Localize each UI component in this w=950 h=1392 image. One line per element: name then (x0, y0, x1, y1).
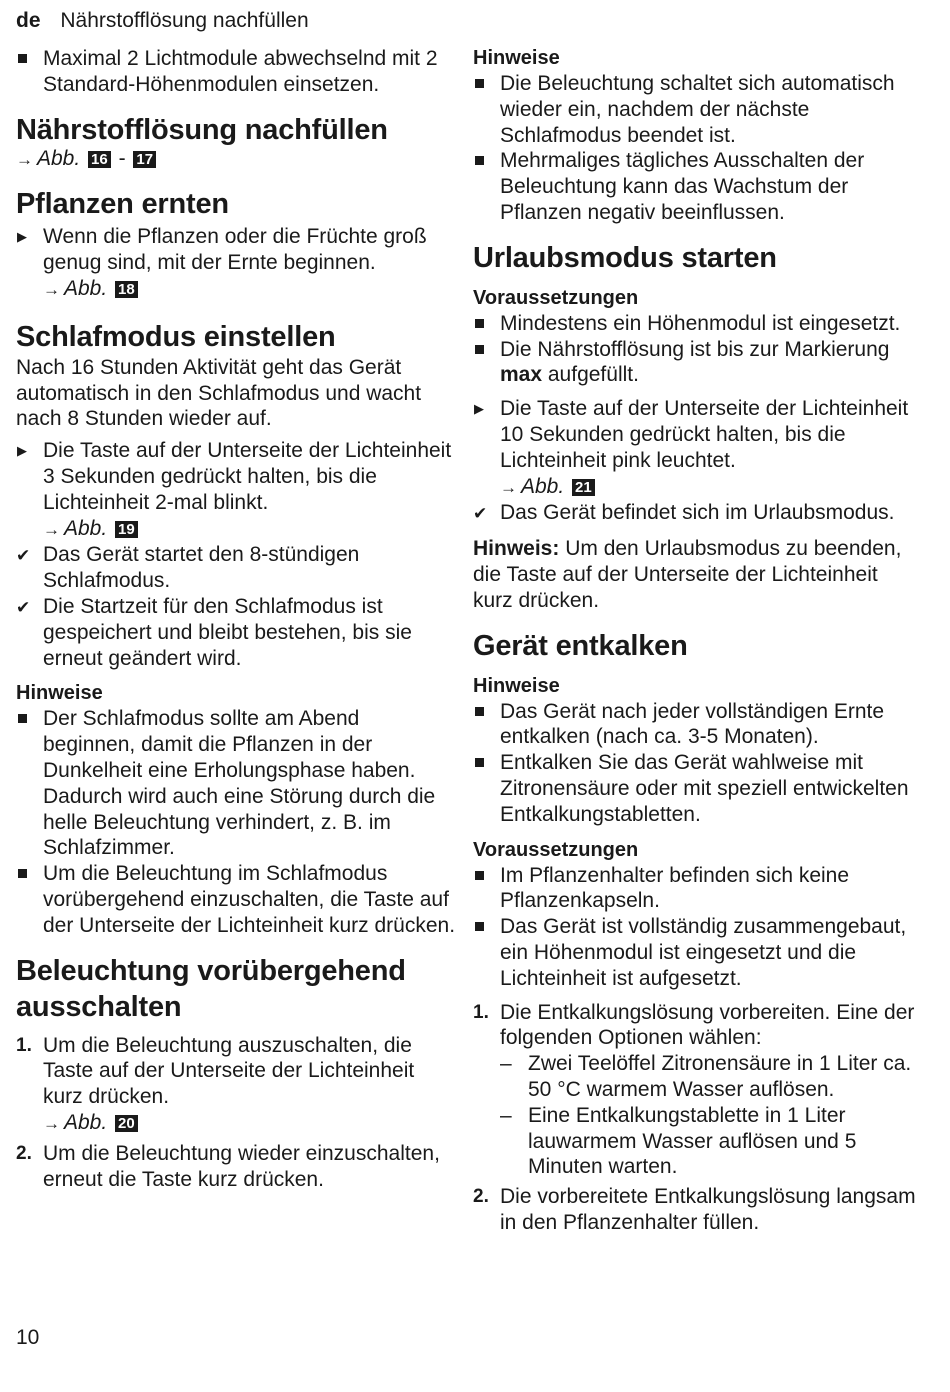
list-item: Im Pflanzenhalter befinden sich keine Pflanzenkapseln. (473, 863, 918, 915)
list-item: Mehrmaliges tägliches Ausschalten der Beleuchtung kann das Wachstum der Pflanzen negativ beeinflussen. (473, 148, 918, 225)
section-heading: Pflanzen ernten (16, 188, 229, 221)
checkmark-icon: ✔ (473, 504, 488, 524)
bullet-square-icon (473, 337, 497, 363)
step-number: 2. (473, 1186, 489, 1208)
page-number: 10 (16, 1326, 40, 1349)
figure-number-badge: 20 (115, 1115, 138, 1132)
section-heading: Schlafmodus einstellen (16, 320, 336, 353)
figure-reference: → Abb. 19 (43, 516, 456, 543)
section-heading: Nährstofflösung nachfüllen (16, 113, 388, 146)
list-item: Mindestens ein Höhenmodul ist eingesetzt. (473, 311, 918, 337)
header-title: Nährstofflösung nachfüllen (60, 9, 309, 32)
numbered-step: 2. Die vorbereitete Entkalkungslösung langsam in den Pflanzenhalter füllen. (473, 1185, 916, 1234)
result-item: ✔ Die Startzeit für den Schlafmodus ist gespeichert und bleibt bestehen, bis sie erneut geändert wird. (16, 594, 412, 670)
step-item: ▶ Die Taste auf der Unterseite der Lichteinheit 10 Sekunden gedrückt halten, bis die Lichteinheit pink leuchtet. → Abb. 21 (473, 396, 918, 500)
page-header (16, 8, 309, 34)
step-number: 1. (16, 1034, 32, 1056)
bullet-square-icon (473, 863, 497, 889)
bullet-square-icon (16, 46, 40, 72)
list-item: Die Beleuchtung schaltet sich automatisch wieder ein, nachdem der nächste Schlafmodus beendet ist. (473, 71, 918, 148)
option-item: – Zwei Teelöffel Zitronensäure in 1 Liter ca. 50 °C warmem Wasser auflösen. (500, 1052, 912, 1101)
section-heading: Urlaubsmodus starten (473, 241, 777, 274)
bullet-square-icon (473, 914, 497, 940)
list-item: Das Gerät nach jeder vollständigen Ernte entkalken (nach ca. 3-5 Monaten). (473, 699, 918, 751)
figure-reference: → Abb. 18 (43, 276, 456, 303)
arrow-right-icon: → (43, 519, 60, 539)
figure-reference: → Abb. 21 (500, 474, 918, 501)
dash-bullet-icon: – (500, 1103, 512, 1127)
paragraph: Nach 16 Stunden Aktivität geht das Gerät automatisch in den Schlafmodus und wacht nach 8 Stunden wieder auf. (16, 355, 422, 431)
figure-number-badge: 18 (115, 281, 138, 298)
bullet-square-icon (473, 311, 497, 337)
hint-label: Hinweis: (473, 537, 560, 561)
checkmark-icon: ✔ (16, 597, 31, 617)
arrow-right-icon: → (43, 1113, 60, 1133)
figure-number-badge: 19 (115, 521, 138, 538)
notes-heading: Hinweise (473, 674, 560, 697)
dash-bullet-icon: – (500, 1052, 512, 1076)
arrow-right-icon: → (43, 279, 60, 299)
step-number: 2. (16, 1142, 32, 1164)
figure-reference: → Abb. 16 - 17 (16, 146, 456, 173)
step-item: ▶ Wenn die Pflanzen oder die Früchte groß genug sind, mit der Ernte beginnen. → Abb. 18 (16, 224, 456, 302)
option-item: – Eine Entkalkungstablette in 1 Liter lauwarmem Wasser auflösen und 5 Minuten warten. (500, 1103, 857, 1179)
checkmark-icon: ✔ (16, 546, 31, 566)
section-heading: Beleuchtung vorübergehend ausschalten (16, 954, 406, 1023)
list-item: Entkalken Sie das Gerät wahlweise mit Zitronensäure oder mit speziell entwickelten Entkalkungstabletten. (473, 750, 918, 827)
list-item: Die Nährstofflösung ist bis zur Markierung max aufgefüllt. (473, 337, 918, 389)
bullet-square-icon (473, 148, 497, 174)
language-code: de (16, 9, 41, 32)
numbered-step: 1. Um die Beleuchtung auszuschalten, die Taste auf der Unterseite der Lichteinheit kurz drücken. → Abb. 20 (16, 1033, 456, 1137)
triangle-bullet-icon: ▶ (17, 229, 27, 245)
section-heading: Gerät entkalken (473, 629, 688, 662)
numbered-step: 2. Um die Beleuchtung wieder einzuschalten, erneut die Taste kurz drücken. (16, 1141, 440, 1191)
result-item: ✔ Das Gerät startet den 8-stündigen Schlafmodus. (16, 543, 360, 593)
result-item: ✔ Das Gerät befindet sich im Urlaubsmodus. (473, 500, 918, 526)
arrow-right-icon: → (16, 149, 33, 169)
numbered-step: 1. Die Entkalkungslösung vorbereiten. Eine der folgenden Optionen wählen: (473, 1000, 915, 1050)
figure-reference: → Abb. 20 (43, 1110, 456, 1137)
arrow-right-icon: → (500, 477, 517, 497)
figure-number-badge: 16 (88, 151, 111, 168)
list-item: Um die Beleuchtung im Schlafmodus vorübergehend einzuschalten, die Taste auf der Unterseite der Lichteinheit kurz drücken. (16, 861, 456, 938)
step-item: ▶ Die Taste auf der Unterseite der Lichteinheit 3 Sekunden gedrückt halten, bis die Lichteinheit 2-mal blinkt. → Abb. 19 (16, 438, 456, 542)
list-item: Das Gerät ist vollständig zusammengebaut, ein Höhenmodul ist eingesetzt und die Lichteinheit ist aufgesetzt. (473, 914, 918, 991)
figure-number-badge: 17 (133, 151, 156, 168)
max-marking-label: max (500, 363, 543, 387)
list-item: Maximal 2 Lichtmodule abwechselnd mit 2 Standard-Höhenmodulen einsetzen. (16, 46, 456, 98)
bullet-square-icon (473, 699, 497, 725)
notes-heading: Hinweise (473, 47, 560, 69)
bullet-square-icon (473, 71, 497, 97)
requirements-heading: Voraussetzungen (473, 286, 639, 309)
hint-paragraph: Hinweis: Um den Urlaubsmodus zu beenden, die Taste auf der Unterseite der Lichteinheit kurz drücken. (473, 537, 902, 612)
notes-heading: Hinweise (16, 682, 103, 705)
bullet-square-icon (16, 706, 40, 732)
bullet-square-icon (16, 861, 40, 887)
step-number: 1. (473, 1001, 489, 1023)
triangle-bullet-icon: ▶ (17, 443, 27, 459)
requirements-heading: Voraussetzungen (473, 838, 639, 861)
triangle-bullet-icon: ▶ (474, 401, 484, 417)
left-column (16, 46, 456, 1192)
list-item: Der Schlafmodus sollte am Abend beginnen, damit die Pflanzen in der Dunkelheit eine Erholungsphase haben. Dadurch wird auch eine Störung durch die helle Beleuchtung verhindert, z. B. im Schlafzimmer. (16, 706, 456, 861)
bullet-square-icon (473, 750, 497, 776)
figure-number-badge: 21 (572, 479, 595, 496)
right-column (473, 46, 918, 1236)
